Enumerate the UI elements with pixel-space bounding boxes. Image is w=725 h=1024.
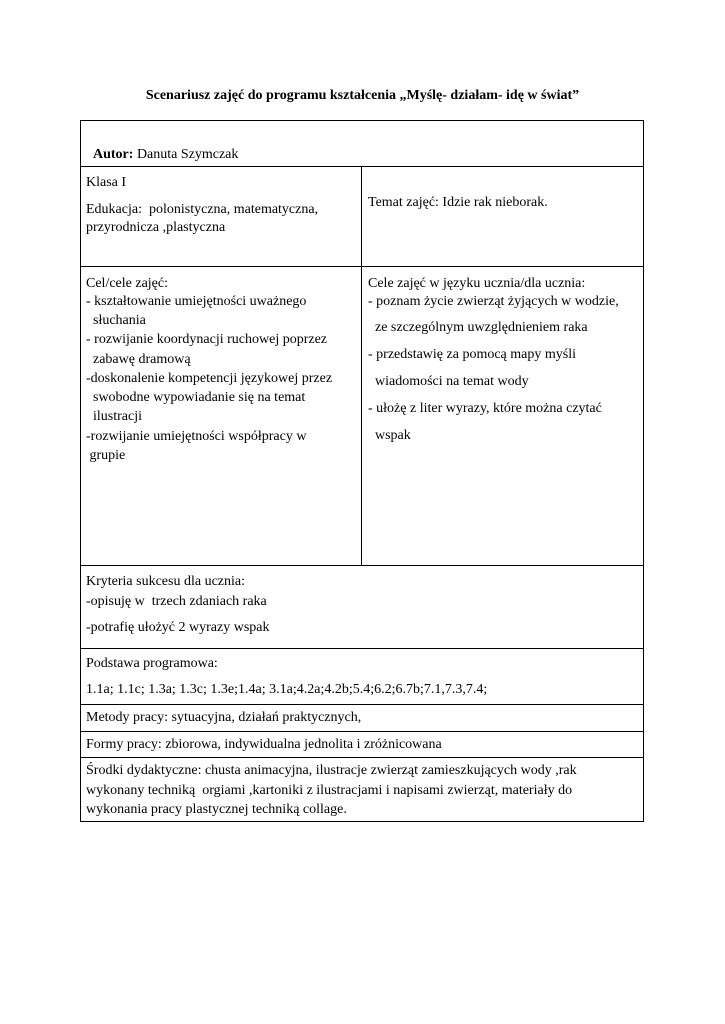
criteria-line: -opisuję w trzech zdaniach raka xyxy=(86,594,267,609)
student-goals-line: - przedstawię za pomocą mapy myśli xyxy=(368,347,576,362)
student-goals-line: wspak xyxy=(368,428,411,443)
student-goals-line: - ułożę z liter wyrazy, które można czytać xyxy=(368,401,602,416)
didactic-means-line: wykonania pracy plastycznej techniką collage. xyxy=(86,802,347,817)
work-forms: Formy pracy: zbiorowa, indywidualna jednolita i zróżnicowana xyxy=(86,737,442,752)
goals-line: - kształtowanie umiejętności uważnego xyxy=(86,294,307,309)
criteria-heading: Kryteria sukcesu dla ucznia: xyxy=(86,574,245,589)
row-divider xyxy=(80,757,644,758)
student-goals-line: - poznam życie zwierząt żyjących w wodzie, xyxy=(368,294,619,309)
goals-line: swobodne wypowiadanie się na temat xyxy=(86,390,306,405)
author-label: Autor: xyxy=(93,147,134,162)
author-line xyxy=(86,128,238,164)
column-divider xyxy=(361,166,362,566)
document-title: Scenariusz zajęć do programu kształcenia „Myślę- działam- idę w świat” xyxy=(145,88,580,103)
goals-line: ilustracji xyxy=(86,409,142,424)
row-divider xyxy=(80,731,644,732)
work-methods: Metody pracy: sytuacyjna, działań praktycznych, xyxy=(86,710,362,725)
criteria-line: -potrafię ułożyć 2 wyrazy wspak xyxy=(86,620,270,635)
goals-line: grupie xyxy=(86,448,126,463)
class-label: Klasa I xyxy=(86,175,127,190)
goals-line: -rozwijanie umiejętności współpracy w xyxy=(86,429,307,444)
goals-line: zabawę dramową xyxy=(86,352,191,367)
student-goals-line: wiadomości na temat wody xyxy=(368,374,529,389)
goals-line: słuchania xyxy=(86,313,146,328)
lesson-topic: Temat zajęć: Idzie rak nieborak. xyxy=(368,195,548,210)
author-name: Danuta Szymczak xyxy=(133,147,239,162)
goals-line: -doskonalenie kompetencji językowej przez xyxy=(86,371,333,386)
student-goals-line: ze szczególnym uwzględnieniem raka xyxy=(368,320,588,335)
goals-line: Cel/cele zajęć: xyxy=(86,276,168,291)
row-divider xyxy=(80,704,644,705)
goals-line: - rozwijanie koordynacji ruchowej poprzez xyxy=(86,332,328,347)
didactic-means-line: wykonany techniką orgiami ,kartoniki z ilustracjami i napisami zwierząt, materiały do xyxy=(86,783,573,798)
row-divider xyxy=(80,166,644,167)
row-divider xyxy=(80,565,644,566)
education-line-1: Edukacja: polonistyczna, matematyczna, xyxy=(86,202,319,217)
curriculum-codes: 1.1a; 1.1c; 1.3a; 1.3c; 1.3e;1.4a; 3.1a;4.2a;4.2b;5.4;6.2;6.7b;7.1,7.3,7.4; xyxy=(86,682,488,697)
didactic-means-line: Środki dydaktyczne: chusta animacyjna, ilustracje zwierząt zamieszkujących wody ,rak xyxy=(86,763,577,778)
row-divider xyxy=(80,266,644,267)
row-divider xyxy=(80,648,644,649)
student-goals-line: Cele zajęć w języku ucznia/dla ucznia: xyxy=(368,276,586,291)
education-line-2: przyrodnicza ,plastyczna xyxy=(86,220,226,235)
curriculum-heading: Podstawa programowa: xyxy=(86,656,218,671)
